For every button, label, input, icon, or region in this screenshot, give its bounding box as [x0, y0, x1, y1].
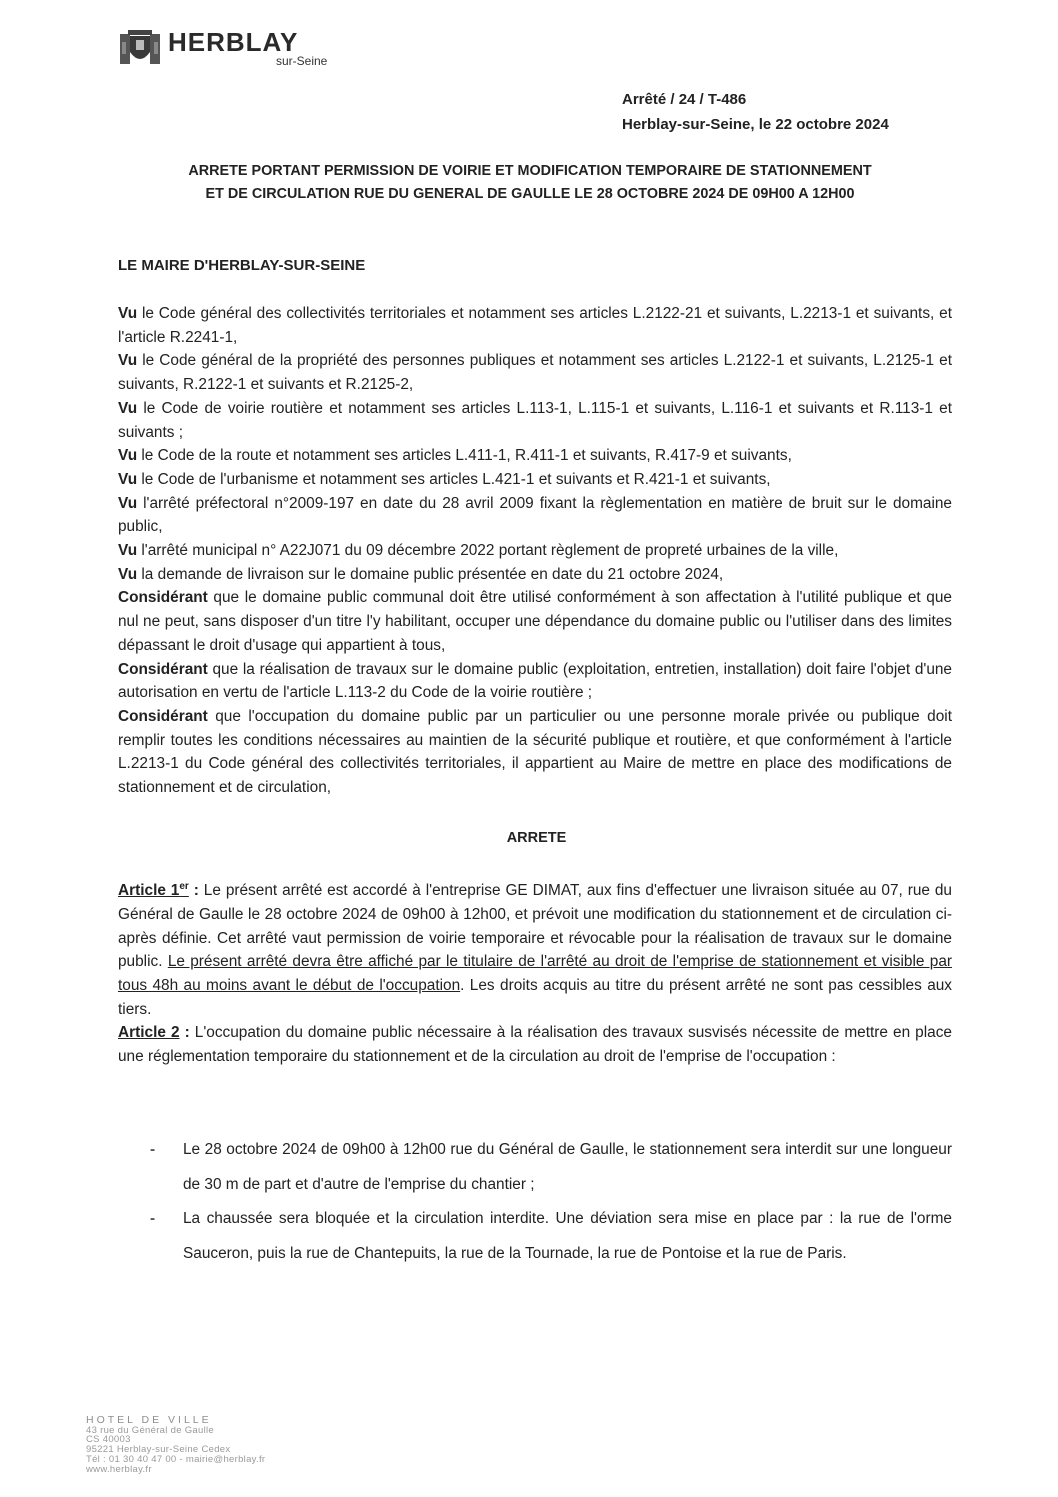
visa-text: le Code général de la propriété des personnes publiques et notamment ses articles L.2122-1 et suivants, L.2125-1 et suivants, R.2122-1 et suivants et R.2125-2,	[118, 352, 952, 394]
visa-item	[118, 658, 952, 705]
visa-item	[118, 705, 952, 800]
visas-section	[118, 302, 952, 800]
footer-contact: Tél : 01 30 40 47 00 - mairie@herblay.fr	[86, 1453, 266, 1465]
footer-website: www.herblay.fr	[86, 1463, 152, 1475]
visa-keyword: Vu	[118, 447, 138, 465]
visa-keyword: Vu	[118, 352, 138, 370]
article-2-label: Article 2	[118, 1024, 180, 1042]
article-1-label: Article 1er	[118, 881, 189, 900]
visa-item	[118, 444, 952, 468]
document-title	[100, 160, 960, 206]
logo-name: HERBLAY	[168, 27, 299, 57]
visa-keyword: Vu	[118, 470, 138, 488]
arrete-heading: ARRETE	[506, 830, 567, 846]
city-crest-icon	[118, 28, 162, 68]
footer-cs: CS 40003	[86, 1434, 131, 1446]
visa-text: le Code général des collectivités territoriales et notamment ses articles L.2122-21 et suivants, L.2213-1 et suivants, et l'article R.2241-1,	[118, 305, 952, 346]
visa-keyword: Considérant	[118, 660, 208, 678]
dash-bullet-icon: -	[150, 1210, 156, 1227]
herblay-logo	[118, 28, 327, 68]
mayor-heading: LE MAIRE D'HERBLAY-SUR-SEINE	[118, 257, 366, 274]
decree-number: Arrêté / 24 / T-486	[622, 91, 747, 108]
footer-address	[86, 1416, 265, 1474]
article-1-posting-requirement: Le présent arrêté devra être affiché par le titulaire de l'arrêté au droit de l'emprise de stationnement et visible par tous 48h au moins avant le début de l'occupation	[118, 953, 952, 994]
visa-keyword: Vu	[118, 494, 138, 512]
place-date: Herblay-sur-Seine, le 22 octobre 2024	[622, 116, 889, 133]
visa-keyword: Vu	[118, 399, 138, 417]
article-2: Article 2 : L'occupation du domaine public nécessaire à la réalisation des travaux susvisés nécessite de mettre en place une réglementation temporaire du stationnement et de la circulation au droit de l'emprise de l'occupation :	[118, 1024, 952, 1066]
footer-city: 95221 Herblay-sur-Seine Cedex	[86, 1444, 231, 1456]
visa-item	[118, 539, 952, 563]
article-1-text-b: . Les droits acquis au titre du présent arrêté ne sont pas cessibles aux tiers.	[118, 976, 953, 1018]
footer-title: HOTEL DE VILLE	[86, 1414, 212, 1426]
visa-text: le Code de voirie routière et notamment ses articles L.113-1, L.115-1 et suivants, L.116-1 et suivants et R.113-1 et suivants ;	[118, 399, 952, 441]
title-line-2: ET DE CIRCULATION RUE DU GENERAL DE GAULLE LE 28 OCTOBRE 2024 DE 09H00 A 12H00	[205, 186, 855, 202]
reference-block	[622, 87, 889, 137]
visa-item	[118, 586, 952, 657]
list-item: - La chaussée sera bloquée et la circulation interdite. Une déviation sera mise en place par : la rue de l'orme Sauceron, puis la rue de Chantepuits, la rue de la Tournade, la rue de Pontoise et la rue de Paris.	[150, 1202, 952, 1271]
visa-item	[118, 349, 952, 396]
visa-text: l'arrêté préfectoral n°2009-197 en date du 28 avril 2009 fixant la règlementation en matière de bruit sur le domaine public,	[118, 494, 952, 536]
article-2-text: L'occupation du domaine public nécessaire à la réalisation des travaux susvisés nécessite de mettre en place une réglementation temporaire du stationnement et de la circulation au droit de l'emprise de l'occupation :	[118, 1024, 952, 1066]
visa-keyword: Vu	[118, 542, 138, 560]
article-1: Article 1er : Le présent arrêté est accordé à l'entreprise GE DIMAT, aux fins d'effectuer une livraison située au 07, rue du Général de Gaulle le 28 octobre 2024 de 09h00 à 12h00, et prévoit une modification du stationnement et de circulation ci-après définie. Cet arrêté vaut permission de voirie temporaire et révocable pour la réalisation de travaux sur le domaine public. Le présent arrêté devra être affiché par le titulaire de l'arrêté au droit de l'emprise de stationnement et visible par tous 48h au moins avant le début de l'occupation. Les droits acquis au titre du présent arrêté ne sont pas cessibles aux tiers.	[118, 881, 953, 1018]
logo-subtitle: sur-Seine	[276, 54, 328, 68]
visa-text: l'arrêté municipal n° A22J071 du 09 décembre 2022 portant règlement de propreté urbaines de la ville,	[137, 542, 839, 560]
visa-text: que la réalisation de travaux sur le domaine public (exploitation, entretien, installation) doit faire l'objet d'une autorisation en vertu de l'article L.113-2 du Code de la voirie routière ;	[118, 660, 952, 702]
visa-keyword: Vu	[118, 305, 138, 322]
visa-text: que l'occupation du domaine public par un particulier ou une personne morale privée ou publique doit remplir toutes les conditions nécessaires au maintien de la sécurité publique et routière, et que conformément à l'article L.2213-1 du Code général des collectivités territoriales, il appartient au Maire de mettre en place des modifications de stationnement et de circulation,	[118, 707, 952, 797]
visa-item	[118, 468, 952, 492]
measures-list	[150, 1133, 952, 1271]
visa-text: le Code de la route et notamment ses articles L.411-1, R.411-1 et suivants, R.417-9 et suivants,	[137, 447, 792, 465]
visa-text: le Code de l'urbanisme et notamment ses articles L.421-1 et suivants et R.421-1 et suivants,	[137, 470, 771, 488]
visa-item	[118, 302, 952, 349]
footer-street: 43 rue du Général de Gaulle	[86, 1424, 214, 1436]
visa-keyword: Considérant	[118, 589, 208, 607]
visa-keyword: Vu	[118, 565, 138, 583]
articles-section	[118, 875, 952, 1069]
visa-item	[118, 563, 952, 587]
dash-bullet-icon: -	[150, 1141, 156, 1158]
visa-keyword: Considérant	[118, 707, 208, 725]
title-line-1: ARRETE PORTANT PERMISSION DE VOIRIE ET MODIFICATION TEMPORAIRE DE STATIONNEMENT	[188, 163, 872, 179]
visa-text: la demande de livraison sur le domaine public présentée en date du 21 octobre 2024,	[137, 565, 724, 583]
list-item: - Le 28 octobre 2024 de 09h00 à 12h00 rue du Général de Gaulle, le stationnement sera interdit sur une longueur de 30 m de part et d'autre de l'emprise du chantier ;	[150, 1133, 952, 1202]
visa-text: que le domaine public communal doit être utilisé conformément à son affectation à l'utilité publique et que nul ne peut, sans disposer d'un titre l'y habilitant, occuper une dépendance du domaine public ou l'utiliser dans des limites dépassant le droit d'usage qui appartient à tous,	[118, 589, 952, 654]
visa-item	[118, 492, 952, 539]
visa-item	[118, 397, 952, 444]
article-1-text-a: Le présent arrêté est accordé à l'entreprise GE DIMAT, aux fins d'effectuer une livraison située au 07, rue du Général de Gaulle le 28 octobre 2024 de 09h00 à 12h00, et prévoit une modification du stationnement et de circulation ci-après définie. Cet arrêté vaut permission de voirie temporaire et révocable pour la réalisation de travaux sur le domaine public.	[118, 882, 952, 971]
